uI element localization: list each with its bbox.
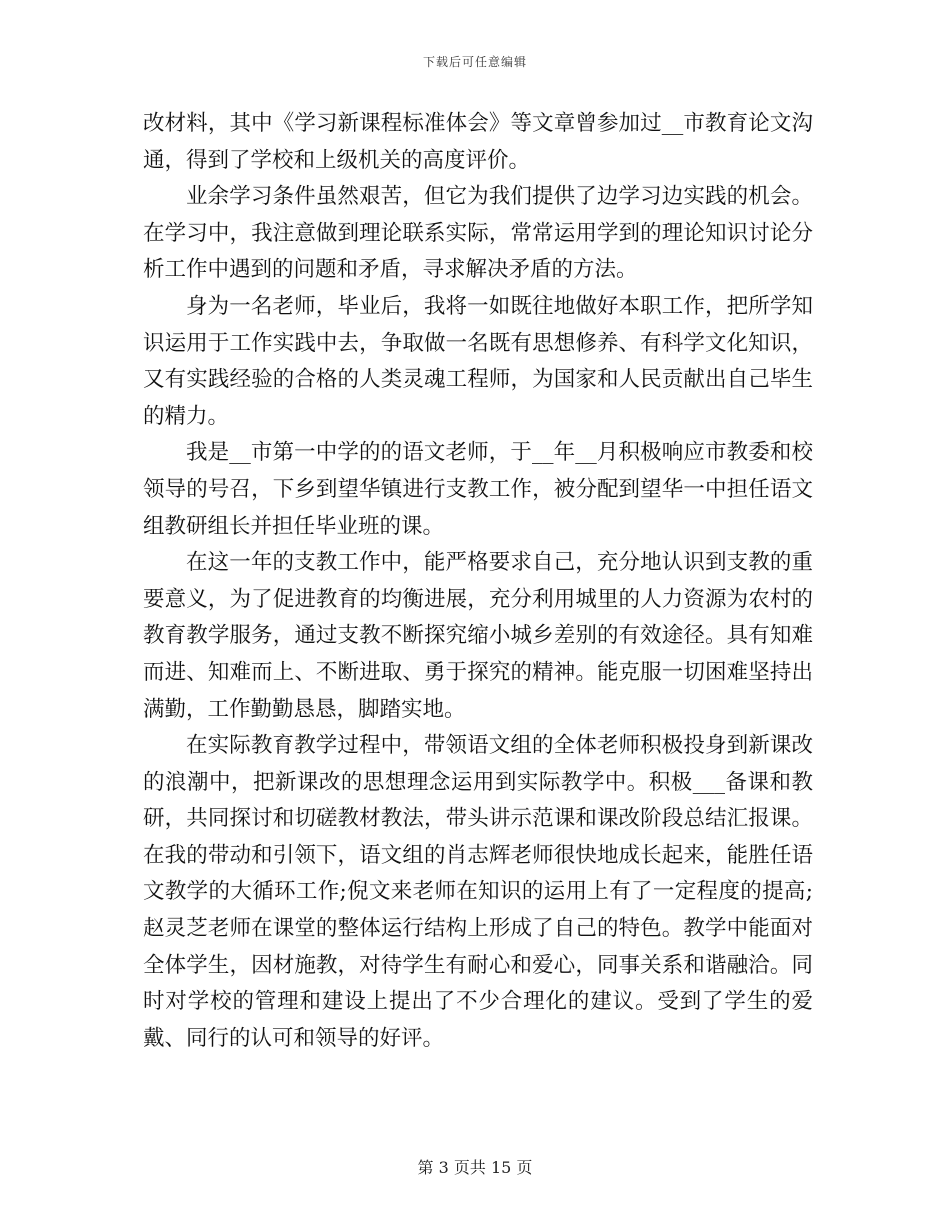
paragraph-3: 身为一名老师，毕业后，我将一如既往地做好本职工作，把所学知识运用于工作实践中去，争取做一名既有思想修养、有科学文化知识，又有实践经验的合格的人类灵魂工程师，为国家和人民贡献出自己毕生的精力。 (143, 293, 813, 429)
paragraph-6: 在实际教育教学过程中，带领语文组的全体老师积极投身到新课改的浪潮中，把新课改的思想理念运用到实际教学中。积极___备课和教研，共同探讨和切磋教材教法，带头讲示范课和课改阶段总结汇报课。在我的带动和引领下，语文组的肖志辉老师很快地成长起来，能胜任语文教学的大循环工作;倪文来老师在知识的运用上有了一定程度的提高;赵灵芝老师在课堂的整体运行结构上形成了自己的特色。教学中能面对全体学生，因材施教，对待学生有耐心和爱心，同事关系和谐融洽。同时对学校的管理和建设上提出了不少合理化的建议。受到了学生的爱戴、同行的认可和领导的好评。 (143, 733, 813, 1051)
page-header-note: 下载后可任意编辑 (422, 55, 527, 69)
paragraph-5: 在这一年的支教工作中，能严格要求自己，充分地认识到支教的重要意义，为了促进教育的均衡进展，充分利用城里的人力资源为农村的教育教学服务，通过支教不断探究缩小城乡差别的有效途径。具有知难而进、知难而上、不断进取、勇于探究的精神。能克服一切困难坚持出满勤，工作勤勤恳恳，脚踏实地。 (143, 550, 813, 722)
page-number: 第 3 页共 15 页 (417, 1158, 533, 1177)
document-body (143, 106, 813, 1057)
paragraph-1: 改材料，其中《学习新课程标准体会》等文章曾参加过__市教育论文沟通，得到了学校和上级机关的高度评价。 (143, 111, 813, 173)
paragraph-2: 业余学习条件虽然艰苦，但它为我们提供了边学习边实践的机会。在学习中，我注意做到理论联系实际，常常运用学到的理论知识讨论分析工作中遇到的问题和矛盾，寻求解决矛盾的方法。 (143, 184, 813, 283)
paragraph-4: 我是__市第一中学的的语文老师，于__年__月积极响应市教委和校领导的号召，下乡到望华镇进行支教工作，被分配到望华一中担任语文组教研组长并担任毕业班的课。 (143, 440, 813, 539)
